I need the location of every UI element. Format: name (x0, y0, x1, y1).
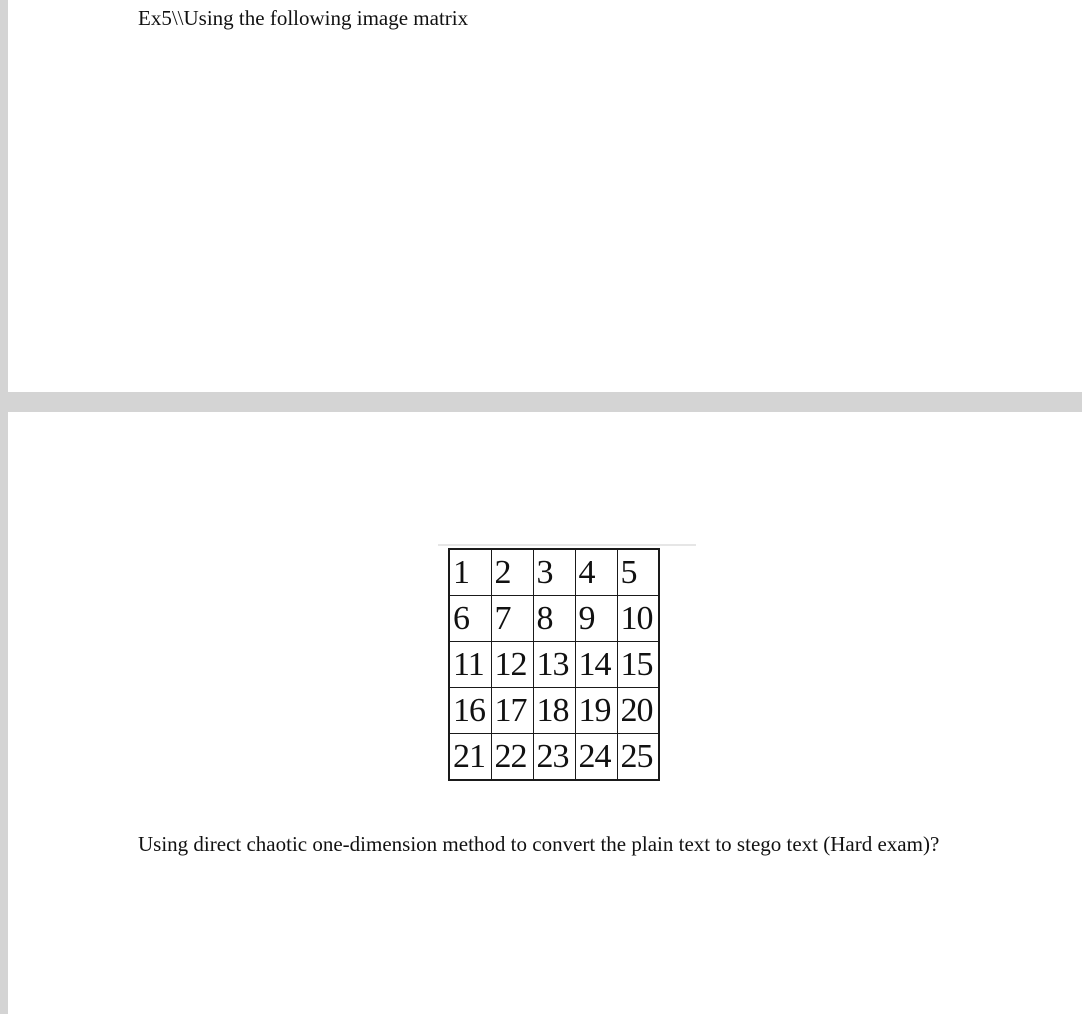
matrix-cell: 17 (491, 688, 533, 734)
matrix-row (449, 642, 659, 688)
matrix-cell: 1 (449, 549, 491, 596)
matrix-cell: 7 (491, 596, 533, 642)
matrix-cell: 3 (533, 549, 575, 596)
matrix-cell: 11 (449, 642, 491, 688)
matrix-cell: 20 (617, 688, 659, 734)
exercise-title: Ex5\\Using the following image matrix (138, 6, 469, 30)
matrix-cell: 5 (617, 549, 659, 596)
image-matrix-figure (438, 544, 696, 781)
matrix-cell: 16 (449, 688, 491, 734)
matrix-row (449, 549, 659, 596)
matrix-cell: 12 (491, 642, 533, 688)
matrix-cell: 23 (533, 734, 575, 781)
matrix-cell: 24 (575, 734, 617, 781)
matrix-cell: 21 (449, 734, 491, 781)
document-page-2 (8, 412, 1082, 1014)
image-matrix-table (448, 548, 660, 781)
matrix-row (449, 596, 659, 642)
matrix-cell: 25 (617, 734, 659, 781)
matrix-row (449, 734, 659, 781)
matrix-cell: 14 (575, 642, 617, 688)
matrix-cell: 2 (491, 549, 533, 596)
matrix-cell: 19 (575, 688, 617, 734)
matrix-cell: 4 (575, 549, 617, 596)
document-page-1 (8, 0, 1082, 392)
matrix-cell: 15 (617, 642, 659, 688)
matrix-cell: 10 (617, 596, 659, 642)
matrix-row (449, 688, 659, 734)
matrix-cell: 13 (533, 642, 575, 688)
matrix-cell: 18 (533, 688, 575, 734)
matrix-cell: 22 (491, 734, 533, 781)
matrix-cell: 8 (533, 596, 575, 642)
question-text: Using direct chaotic one-dimension method to convert the plain text to stego text (Hard exam)? (138, 832, 940, 856)
matrix-cell: 6 (449, 596, 491, 642)
matrix-cell: 9 (575, 596, 617, 642)
